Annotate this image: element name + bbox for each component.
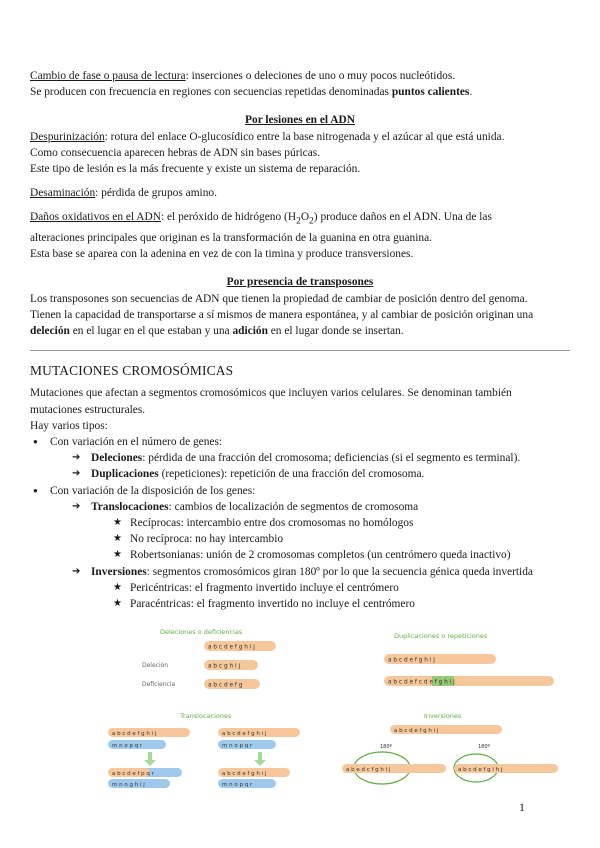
deamination-text: : pérdida de grupos amino.: [95, 187, 217, 200]
seg-t-e: a b c d e f g h i j: [222, 731, 267, 737]
arrangement-item: Con variación de la disposición de los genes:: [50, 484, 256, 497]
non-reciprocal-item: ★ No recíproca: no hay intercambio: [113, 531, 570, 547]
seg-t-a: a b c d e f g h i j: [112, 731, 157, 737]
deamination-line: [30, 185, 570, 201]
duplications-term: Duplicaciones: [91, 468, 159, 481]
oxidative-sub1: 2: [296, 216, 301, 227]
transposons-mid: en el lugar en el que estaban y una: [69, 324, 233, 337]
deletion-term: deleción: [30, 324, 70, 337]
frameshift-line2-post: .: [469, 86, 473, 99]
depurination-term: Despurinización: [30, 130, 105, 143]
angle-label-2: 180º: [478, 744, 490, 750]
inversions-term: Inversiones: [91, 565, 147, 578]
transposons-line1: Los transposones son secuencias de ADN que tienen la propiedad de cambiar de posición dentro del genoma.: [30, 292, 528, 305]
gene-number-item: Con variación en el número de genes:: [50, 435, 223, 448]
list-item: [30, 434, 570, 483]
oxidative-text-b: ) produce daños en el ADN. Una de las: [313, 211, 492, 224]
seg-t-c: a b c d e f p q r: [112, 771, 154, 777]
transposons-end: en el lugar donde se insertan.: [267, 324, 404, 337]
deamination-term: Desaminación: [30, 187, 96, 200]
seg-inv-normal: a b c d e f g h i j: [394, 728, 439, 734]
frameshift-line2: [30, 84, 570, 100]
inversion-title: Inversiones: [424, 712, 462, 720]
list-item: [72, 450, 570, 466]
seg-t-f: m n o p q r: [222, 743, 253, 749]
angle-label-1: 180º: [380, 744, 392, 750]
seg-t-h: m n o p q r: [222, 782, 253, 788]
frameshift-text: : inserciones o deleciones de uno o muy pocos nucleótidos.: [185, 70, 456, 82]
oxidative-line: [30, 209, 570, 229]
robertsonian-item: ★ Robertsonianas: unión de 2 cromosomas completos (un centrómero queda inactivo): [113, 547, 570, 563]
depurination-line2: Como consecuencia aparecen hebras de ADN sin bases púricas.: [30, 146, 321, 159]
transposons-line3: [30, 323, 570, 339]
transposons-line2: Tienen la capacidad de transportarse a sí mismos de manera espontánea, y al cambiar de posición originan una: [30, 308, 534, 321]
deletion-title: Deleciones o deficiencias: [160, 628, 243, 636]
translocation-title: Translocaciones: [180, 712, 232, 720]
list-item: [72, 466, 570, 482]
frameshift-line: [30, 68, 570, 84]
addition-term: adición: [232, 324, 268, 337]
depurination-line3: Este tipo de lesión es la más frecuente y existe un sistema de reparación.: [30, 163, 361, 176]
seg-deficiency: a b c d e f g: [208, 682, 243, 689]
seg-inv-peri: a b e d c f g h i j: [346, 767, 391, 773]
types-intro: Hay varios tipos:: [30, 419, 108, 432]
seg-deletion: a b c g h i j: [208, 663, 241, 670]
duplication-title: Duplicaciones o repeticiones: [394, 632, 488, 640]
translocations-text: : cambios de localización de segmentos de cromosoma: [168, 500, 419, 513]
seg-t-b: m n o p q r: [112, 743, 143, 749]
deletion-label: Deleción: [142, 662, 169, 669]
oxidative-term: Daños oxidativos en el ADN: [30, 211, 161, 224]
reciprocal-item: ★ Recíprocas: intercambio entre dos cromosomas no homólogos: [113, 515, 570, 531]
list-item: [30, 483, 570, 613]
types-list: [30, 434, 570, 612]
seg-duplication: a b c d e f c d e f g h i j: [388, 679, 455, 686]
oxidative-text-a: : el peróxido de hidrógeno (H: [160, 211, 297, 224]
chromosomal-heading: MUTACIONES CROMOSÓMICAS: [30, 363, 234, 379]
seg-normal-1: a b c d e f g h i j: [208, 644, 255, 651]
seg-normal-2: a b c d e f g h i j: [388, 657, 435, 664]
transposons-heading: Por presencia de transposones: [226, 276, 374, 289]
oxidative-line2: alteraciones principales que originan es la transformación de la guanina en otra guanina.: [30, 231, 432, 244]
page-number: 1: [519, 800, 525, 814]
depurination-line: [30, 129, 570, 145]
seg-inv-para: a b c d e f g i h j: [458, 767, 503, 773]
oxidative-line3: Esta base se aparea con la adenina en vez de con la timina y produce transversiones.: [30, 248, 414, 261]
chromosomal-mutations-figure: [94, 622, 566, 790]
inversions-text: : segmentos cromosómicos giran 180º por lo que la secuencia génica queda invertida: [146, 565, 533, 578]
lesions-heading: Por lesiones en el ADN: [245, 114, 355, 127]
oxidative-o: O: [300, 211, 310, 224]
chromosomal-intro1: Mutaciones que afectan a segmentos cromosómicos que incluyen varios celulares. Se denominan también: [30, 387, 512, 400]
hotspots-term: puntos calientes: [391, 86, 470, 99]
deletions-term: Deleciones: [91, 452, 143, 465]
list-item: [72, 564, 570, 613]
chromosomal-intro2: mutaciones estructurales.: [30, 403, 146, 416]
list-item: [72, 499, 570, 564]
oxidative-sub2: 2: [309, 216, 314, 227]
document-body: [30, 68, 570, 612]
frameshift-term: Cambio de fase o pausa de lectura: [30, 70, 186, 82]
section-divider: [30, 350, 570, 351]
seg-t-g: a b c d e f g h i j: [222, 771, 267, 777]
deficiency-label: Deficiencia: [142, 681, 176, 688]
frameshift-line2-pre: Se producen con frecuencia en regiones con secuencias repetidas denominadas: [30, 86, 392, 99]
duplications-text: (repeticiones): repetición de una fracción del cromosoma.: [158, 468, 425, 481]
depurination-text: : rotura del enlace O-glucosídico entre la base nitrogenada y el azúcar al que está unida.: [104, 130, 505, 143]
translocations-term: Translocaciones: [91, 500, 169, 513]
deletions-text: : pérdida de una fracción del cromosoma; deficiencias (si el segmento es terminal).: [142, 452, 521, 465]
pericentric-item: ★ Pericéntricas: el fragmento invertido incluye el centrómero: [113, 580, 570, 596]
paracentric-item: ★ Paracéntricas: el fragmento invertido no incluye el centrómero: [113, 596, 570, 612]
seg-t-d: m n o g h i j: [112, 782, 145, 788]
